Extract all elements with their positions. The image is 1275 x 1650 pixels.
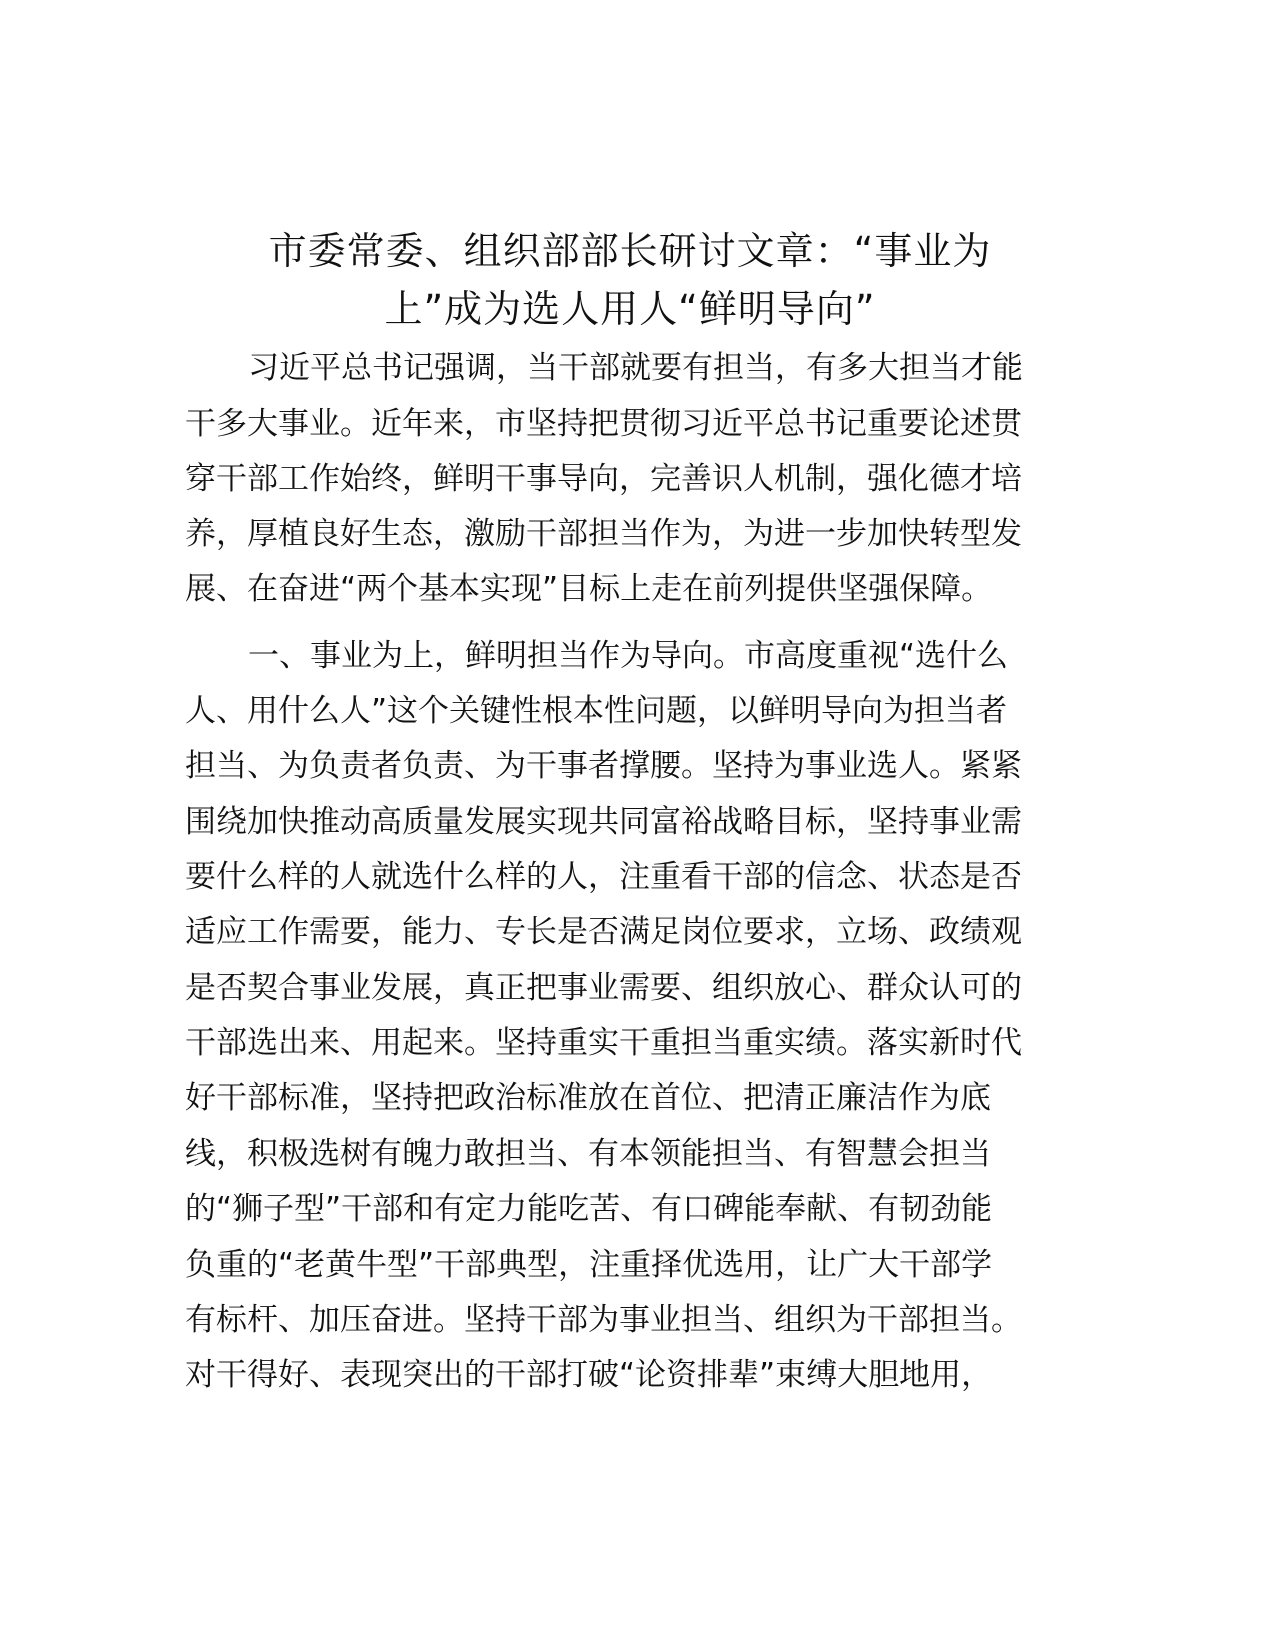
body-line: 穿干部工作始终，鲜明干事导向，完善识人机制，强化德才培 (185, 461, 1022, 497)
title-line-2: 上”成为选人用人“鲜明导向” (384, 287, 876, 331)
body-line: 是否契合事业发展，真正把事业需要、组织放心、群众认可的 (185, 970, 1022, 1006)
body-line: 习近平总书记强调，当干部就要有担当，有多大担当才能 (248, 350, 1023, 386)
body-line: 养，厚植良好生态，激励干部担当作为，为进一步加快转型发 (185, 516, 1022, 552)
body-line: 线，积极选树有魄力敢担当、有本领能担当、有智慧会担当 (185, 1136, 991, 1172)
body-line: 担当、为负责者负责、为干事者撑腰。坚持为事业选人。紧紧 (185, 748, 1022, 784)
body-line: 展、在奋进“两个基本实现”目标上走在前列提供坚强保障。 (185, 571, 993, 607)
document-title (180, 222, 1080, 338)
body-line: 负重的“老黄牛型”干部典型，注重择优选用，让广大干部学 (185, 1247, 993, 1283)
body-line: 对干得好、表现突出的干部打破“论资排辈”束缚大胆地用， (185, 1357, 993, 1393)
body-line: 干部选出来、用起来。坚持重实干重担当重实绩。落实新时代 (185, 1025, 1022, 1061)
title-line-1: 市委常委、组织部部长研讨文章：“事业为 (268, 229, 992, 273)
body-line: 有标杆、加压奋进。坚持干部为事业担当、组织为干部担当。 (185, 1302, 1022, 1338)
body-line: 的“狮子型”干部和有定力能吃苦、有口碑能奉献、有韧劲能 (185, 1191, 993, 1227)
body-line: 围绕加快推动高质量发展实现共同富裕战略目标，坚持事业需 (185, 804, 1022, 840)
body-line: 人、用什么人”这个关键性根本性问题，以鲜明导向为担当者 (185, 693, 1008, 729)
body-line: 要什么样的人就选什么样的人，注重看干部的信念、状态是否 (185, 859, 1022, 895)
body-line: 干多大事业。近年来，市坚持把贯彻习近平总书记重要论述贯 (185, 406, 1022, 442)
body-line: 好干部标准，坚持把政治标准放在首位、把清正廉洁作为底 (185, 1080, 991, 1116)
body-line: 一、事业为上，鲜明担当作为导向。市高度重视“选什么 (248, 638, 1009, 674)
body-line: 适应工作需要，能力、专长是否满足岗位要求，立场、政绩观 (185, 914, 1022, 950)
